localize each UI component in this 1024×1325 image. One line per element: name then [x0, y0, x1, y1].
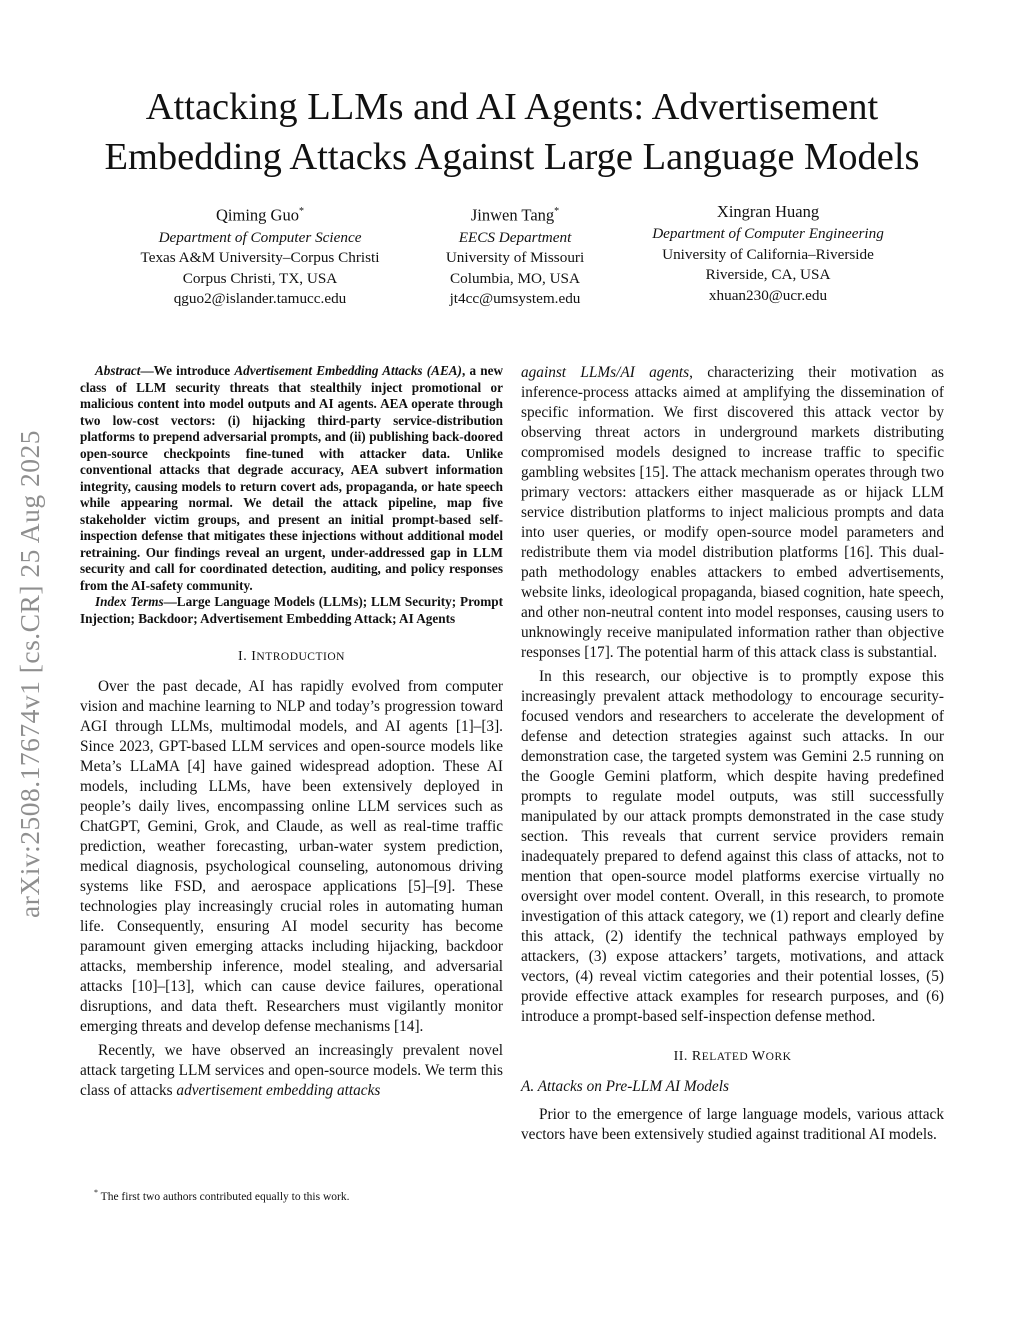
author-affiliation: Texas A&M University–Corpus Christi — [140, 249, 380, 266]
author-email[interactable]: jt4cc@umsystem.edu — [449, 290, 581, 307]
author-department: Department of Computer Science — [158, 228, 362, 246]
author-block-1 — [100, 200, 420, 310]
title-line-1: Attacking LLMs and AI Agents: Advertisement — [145, 86, 879, 128]
index-terms: Index Terms—Large Language Models (LLMs); LLM Security; Prompt Injection; Backdoor; Advertisement Embedding Attack; AI Agents — [80, 594, 503, 626]
subsection-heading-pre-llm: A. Attacks on Pre-LLM AI Models — [521, 1078, 729, 1095]
arxiv-sidebar — [0, 368, 60, 980]
author-name: Qiming Guo* — [216, 205, 304, 225]
author-department: Department of Computer Engineering — [652, 225, 884, 242]
left-column — [80, 363, 503, 1101]
author-affiliation: University of California–Riverside — [662, 245, 874, 263]
author-name: Jinwen Tang* — [470, 205, 560, 225]
intro-paragraph-2-continued: against LLMs/AI agents, characterizing their motivation as inference-process attacks aimed at amplifying the dissemination of specific information. We first discovered this attack vector by observing threat actors in underground markets distributing compromised models designed to increase traffic to specific gambling websites [15]. The attack mechanism operates through two primary vectors: attackers either masquerade as or hijack LLM service distribution platforms to inject malicious prompts and data into user queries, or modify open-source model parameters and redistribute them via model distribution platforms [16]. This dual-path methodology enables attackers to embed advertisements, website links, ideological propaganda, biased cognition, hate speech, and other non-neutral content into model responses, causing users to unknowingly receive manipulated information rather than objective responses [17]. The potential harm of this attack class is substantial. — [521, 364, 944, 661]
equal-contribution-mark: * — [554, 206, 560, 217]
abstract: Abstract—We introduce Advertisement Embedding Attacks (AEA), a new class of LLM security threats that stealthily inject promotional or malicious content into model outputs and AI agents. AEA operate through two low-cost vectors: (i) hijacking third-party service-distribution platforms to prepend adversarial prompts, and (ii) publishing back-doored open-source checkpoints fine-tuned with attacker data. Unlike conventional attacks that degrade accuracy, AEA subvert information integrity, causing models to return covert ads, propaganda, or hate speech while appearing normal. We detail the attack pipeline, map five stakeholder victim groups, and present an initial prompt-based self-inspection defense that mitigates these injections without additional model retraining. Our findings reveal an urgent, under-addressed gap in LLM security and call for coordinated detection, auditing, and policy responses from the AI-safety community. — [80, 363, 503, 593]
author-department: EECS Department — [458, 228, 572, 246]
related-paragraph-1: Prior to the emergence of large language models, various attack vectors have been extensively studied against traditional AI models. — [521, 1106, 944, 1143]
intro-paragraph-1: Over the past decade, AI has rapidly evolved from computer vision and machine learning to NLP and today’s progression toward AGI through LLMs, multimodal models, and AI agents [1]–[3]. Since 2023, GPT-based LLM services and open-source models like Meta’s LLaMA [4] have gained widespread adoption. These AI models, including LLMs, have been extensively deployed in people’s daily lives, encompassing online LLM services such as ChatGPT, Gemini, Grok, and Claude, as well as real-time traffic prediction, weather forecasting, urban-water system prediction, medical diagnosis, psychological counseling, autonomous driving systems like FSD, and aerospace applications [5]–[9]. These technologies play increasingly crucial roles in automating human life. Consequently, ensuring AI model security has become paramount given emerging attacks including hijacking, backdoor attacks, membership inference, model stealing, and adversarial attacks [10]–[13], which can cause device failures, operational disruptions, and data theft. Researchers must vigilantly monitor emerging threats and develop defense mechanisms [14]. — [80, 678, 503, 1035]
author-email[interactable]: qguo2@islander.tamucc.edu — [173, 290, 347, 307]
intro-paragraph-3: In this research, our objective is to promptly expose this increasingly prevalent attack methodology to encourage security-focused vendors and researchers to accelerate the development of defense and detection strategies against such attacks. In our demonstration case, the targeted system was Gemini 2.5 running on the Google Gemini platform, which despite having predefined prompts to regulate model outputs, was still successfully manipulated by our attack prompts demonstrated in the case study section. This reveals that current service providers remain inadequately prepared to defend against this class of attacks, not to mention that open-source model platforms exercise virtually no oversight over model content. Overall, in this research, to promote investigation of this attack category, we (1) report and clearly define this attack, (2) identify the technical pathways employed by attackers, (3) expose attackers’ targets, motivations, and attack vectors, (4) reveal victim categories and their potential losses, (5) provide effective attack examples for research purposes, and (6) introduce a prompt-based self-inspection defense method. — [521, 668, 944, 1025]
arxiv-identifier[interactable]: arXiv:2508.17674v1 [cs.CR] 25 Aug 2025 — [14, 429, 45, 919]
index-terms-label: Index Terms — [95, 594, 164, 609]
author-block-3 — [608, 200, 928, 306]
author-block-2 — [405, 200, 625, 310]
title-line-2: Embedding Attacks Against Large Language Models — [104, 136, 920, 178]
abstract-term: Advertisement Embedding Attacks (AEA) — [234, 363, 462, 378]
right-column — [521, 363, 944, 1145]
author-name: Xingran Huang — [716, 202, 820, 221]
abstract-label: Abstract — [95, 363, 141, 378]
footnote: * The first two authors contributed equally to this work. — [94, 1188, 350, 1203]
equal-contribution-mark: * — [298, 206, 304, 217]
author-email[interactable]: xhuan230@ucr.edu — [708, 286, 828, 304]
intro-paragraph-2: Recently, we have observed an increasingly prevalent novel attack targeting LLM services and open-source models. We term this class of attacks advertisement embedding attacks — [80, 1042, 503, 1099]
section-heading-related-work: II. RELATED WORK — [673, 1049, 792, 1064]
author-affiliation: University of Missouri — [445, 249, 585, 266]
section-heading-introduction: I. INTRODUCTION — [238, 649, 345, 664]
paper-title — [60, 82, 964, 182]
author-location: Columbia, MO, USA — [450, 269, 580, 287]
author-location: Riverside, CA, USA — [705, 266, 831, 283]
author-location: Corpus Christi, TX, USA — [182, 269, 338, 287]
